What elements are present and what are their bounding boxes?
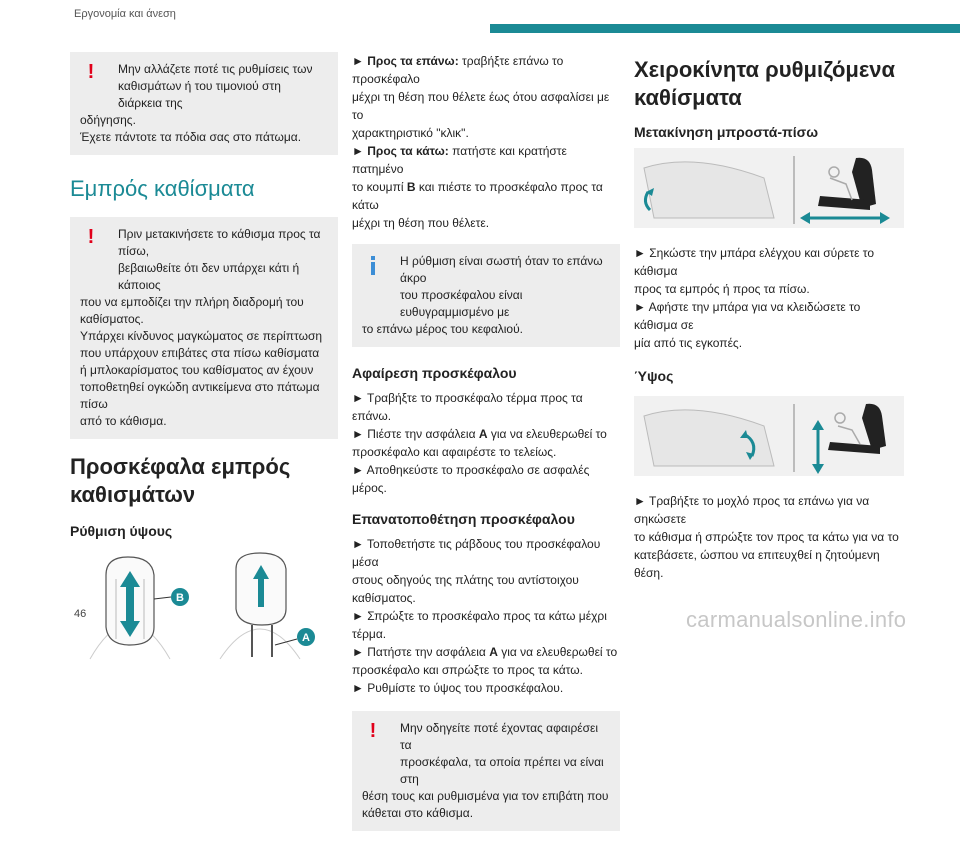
note-line: ή μπλοκαρίσματος του καθίσματος αν έχουν xyxy=(80,363,314,377)
warning-note-move-back xyxy=(70,217,338,439)
fore-aft-illustration xyxy=(634,148,904,228)
height-adjust-title: Ρύθμιση ύψους xyxy=(70,523,173,539)
column-2 xyxy=(352,50,620,845)
note-line: καθίσματος. xyxy=(80,312,144,326)
info-icon xyxy=(366,254,380,275)
note-line: οδήγησης. xyxy=(80,113,136,127)
refit-headrest-title: Επανατοποθέτηση προσκέφαλου xyxy=(352,511,575,527)
note-line: Έχετε πάντοτε τα πόδια σας στο πάτωμα. xyxy=(80,130,302,144)
fore-aft-steps: ► Σηκώστε την μπάρα ελέγχου και σύρετε το κάθισμα προς τα εμπρός ή προς τα πίσω. ► Αφήστε την μπάρα για να κλειδώσετε το κάθισμα σε μία από τις εγκοπές. xyxy=(634,246,875,350)
note-line: καθισμάτων ή του τιμονιού στη διάρκεια της xyxy=(118,79,281,110)
front-seats-title: Εμπρός καθίσματα xyxy=(70,176,255,201)
header-accent-bar xyxy=(490,24,960,33)
note-line: τοποθετηθεί ογκώδη αντικείμενα στο πάτωμα πίσω xyxy=(80,380,320,411)
label-a: A xyxy=(302,632,310,644)
note-line: που υπάρχουν επιβάτες στα πίσω καθίσματα xyxy=(80,346,320,360)
warning-note-no-headrest: ! Μην οδηγείτε ποτέ έχοντας αφαιρέσει τα προσκέφαλα, τα οποία πρέπει να είναι στη θέση τους και ρυθμισμένα για τον επιβάτη που κάθεται στο κάθισμα. xyxy=(352,711,620,831)
note-line: Μην αλλάζετε ποτέ τις ρυθμίσεις των xyxy=(118,62,313,76)
manual-seats-title: Χειροκίνητα ρυθμιζόμενα καθίσματα xyxy=(634,57,896,110)
note-line: Πριν μετακινήσετε το κάθισμα προς τα πίσω, xyxy=(118,227,321,258)
column-3 xyxy=(634,50,904,582)
column-1 xyxy=(70,50,338,669)
page-header-title: Εργονομία και άνεση xyxy=(74,8,176,20)
remove-headrest-steps: ► Τραβήξτε το προσκέφαλο τέρμα προς τα επάνω. ► Πιέστε την ασφάλεια A για να ελευθερωθεί το προσκέφαλο και αφαιρέστε το τελείως. ► Αποθηκεύστε το προσκέφαλο σε ασφαλές μέρος. xyxy=(352,391,607,495)
seat-height-title: Ύψος xyxy=(634,368,674,384)
remove-headrest-title: Αφαίρεση προσκέφαλου xyxy=(352,365,517,381)
warning-icon: ! xyxy=(87,226,95,248)
note-line: βεβαιωθείτε ότι δεν υπάρχει κάτι ή κάποιος xyxy=(118,261,300,292)
headrest-down-instruction: ► Προς τα κάτω: πατήστε και κρατήστε πατημένο το κουμπί B και πιέστε το προσκέφαλο προς τα κάτω μέχρι τη θέση που θέλετε. xyxy=(352,144,603,230)
headrest-illustration xyxy=(70,549,338,669)
note-line: από το κάθισμα. xyxy=(80,414,167,428)
seat-height-illustration xyxy=(634,396,904,476)
label-b: B xyxy=(176,592,184,604)
refit-headrest-steps: ► Τοποθετήστε τις ράβδους του προσκέφαλου μέσα στους οδηγούς της πλάτης του αντίστοιχου καθίσματος. ► Σπρώξτε το προσκέφαλο προς τα κάτω μέχρι τέρμα. ► Πατήστε την ασφάλεια A για να ελευθερωθεί το προσκέφαλο και σπρώξτε το προς τα κάτω. ► Ρυθμίστε το ύψος του προσκέφαλου. xyxy=(352,537,618,695)
warning-icon: ! xyxy=(87,61,95,83)
front-headrests-title: Προσκέφαλα εμπρός καθισμάτων xyxy=(70,454,291,507)
note-line: που να εμποδίζει την πλήρη διαδρομή του xyxy=(80,295,304,309)
fore-aft-title: Μετακίνηση μπροστά-πίσω xyxy=(634,124,819,140)
seat-height-steps: ► Τραβήξτε το μοχλό προς τα επάνω για να σηκώσετε το κάθισμα ή σπρώξτε τον προς τα κάτω για να το κατεβάσετε, ώσπου να επιτευχθεί η ζητούμενη θέση. xyxy=(634,494,899,580)
warning-icon: ! xyxy=(369,720,377,742)
note-line: Υπάρχει κίνδυνος μαγκώματος σε περίπτωση xyxy=(80,329,323,343)
warning-note-seat-adjust xyxy=(70,52,338,155)
headrest-up-instruction: ► Προς τα επάνω: τραβήξτε επάνω το προσκέφαλο μέχρι τη θέση που θέλετε έως ότου ασφαλίσει με το χαρακτηριστικό "κλικ". xyxy=(352,54,610,140)
watermark: carmanualsonline.info xyxy=(686,607,907,632)
info-note-correct-height: Η ρύθμιση είναι σωστή όταν το επάνω άκρο του προσκέφαλου είναι ευθυγραμμισμένο με το επάνω μέρος του κεφαλιού. xyxy=(352,244,620,347)
page-number: 46 xyxy=(74,608,87,620)
